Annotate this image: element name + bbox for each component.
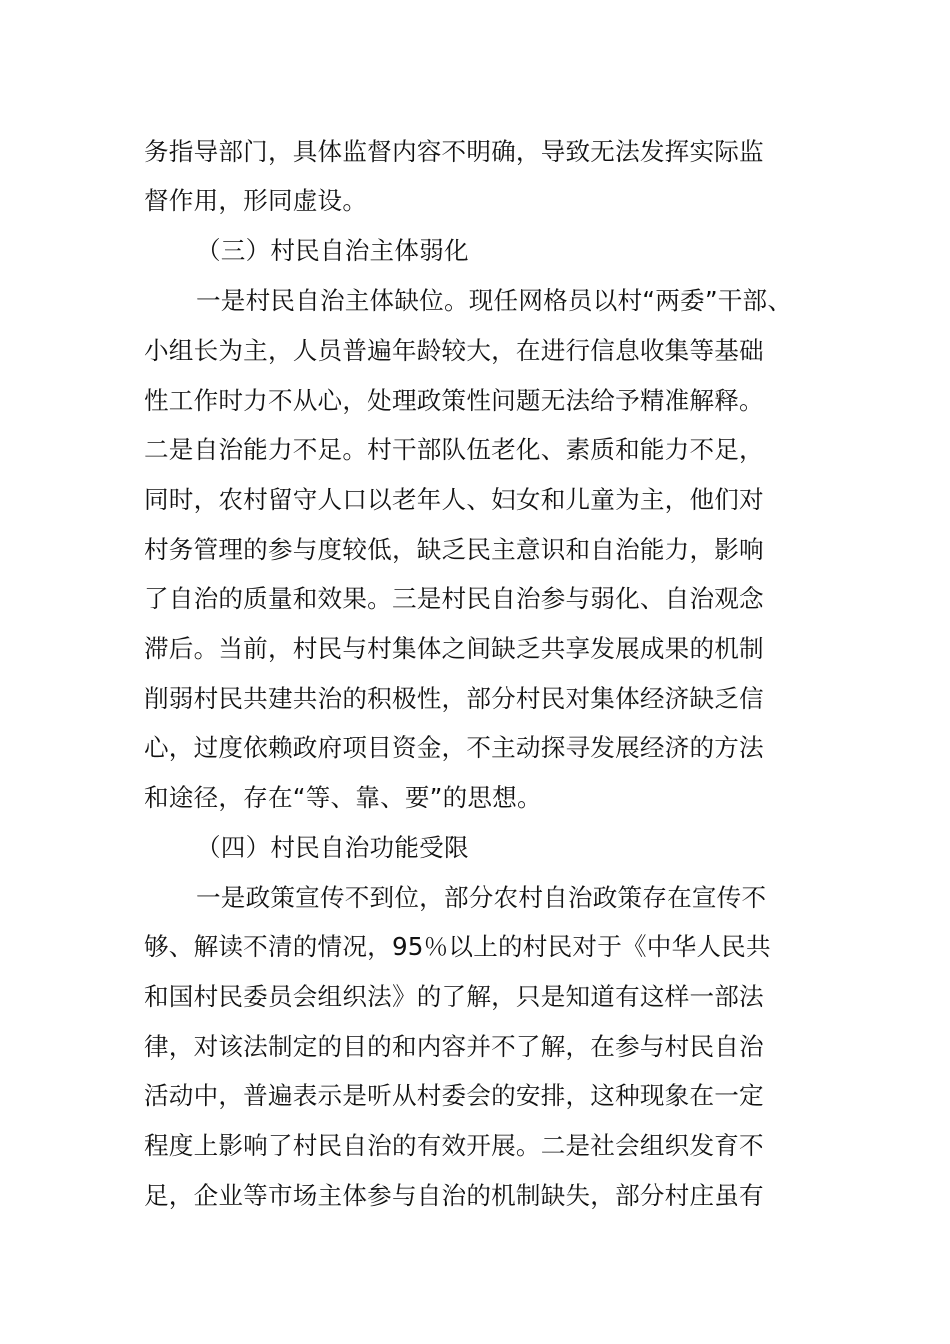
- body-text-line: 和国村民委员会组织法》的了解，只是知道有这样一部法: [144, 982, 764, 1011]
- body-text-line: 律，对该法制定的目的和内容并不了解，在参与村民自治: [144, 1032, 764, 1061]
- body-text-line: 足，企业等市场主体参与自治的机制缺失，部分村庄虽有: [144, 1181, 764, 1210]
- body-text-line: 一是村民自治主体缺位。现任网格员以村“两委”干部、: [196, 286, 793, 315]
- body-text-line: 同时，农村留守人口以老年人、妇女和儿童为主，他们对: [144, 485, 764, 514]
- body-text-line: 性工作时力不从心，处理政策性问题无法给予精准解释。: [144, 386, 764, 415]
- body-text-line: 一是政策宣传不到位，部分农村自治政策存在宣传不: [196, 883, 767, 912]
- body-text-line: 村务管理的参与度较低，缺乏民主意识和自治能力，影响: [144, 535, 764, 564]
- body-text-line: 督作用，形同虚设。: [144, 186, 368, 215]
- body-text-line: 滞后。当前，村民与村集体之间缺乏共享发展成果的机制: [144, 634, 764, 663]
- body-text-line: 务指导部门，具体监督内容不明确，导致无法发挥实际监: [144, 137, 764, 166]
- body-text-line: 够、解读不清的情况，95％以上的村民对于《中华人民共: [144, 932, 771, 961]
- body-text-line: 了自治的质量和效果。三是村民自治参与弱化、自治观念: [144, 584, 764, 613]
- section-heading-4: （四）村民自治功能受限: [196, 833, 469, 862]
- body-text-line: 活动中，普遍表示是听从村委会的安排，这种现象在一定: [144, 1081, 764, 1110]
- body-text-line: 二是自治能力不足。村干部队伍老化、素质和能力不足，: [144, 435, 764, 464]
- section-heading-3: （三）村民自治主体弱化: [196, 236, 469, 265]
- body-text-line: 削弱村民共建共治的积极性，部分村民对集体经济缺乏信: [144, 684, 764, 713]
- body-text-line: 心，过度依赖政府项目资金，不主动探寻发展经济的方法: [144, 733, 764, 762]
- body-text-line: 和途径，存在“等、靠、要”的思想。: [144, 783, 542, 812]
- body-text-line: 小组长为主，人员普遍年龄较大，在进行信息收集等基础: [144, 336, 764, 365]
- body-text-line: 程度上影响了村民自治的有效开展。二是社会组织发育不: [144, 1131, 764, 1160]
